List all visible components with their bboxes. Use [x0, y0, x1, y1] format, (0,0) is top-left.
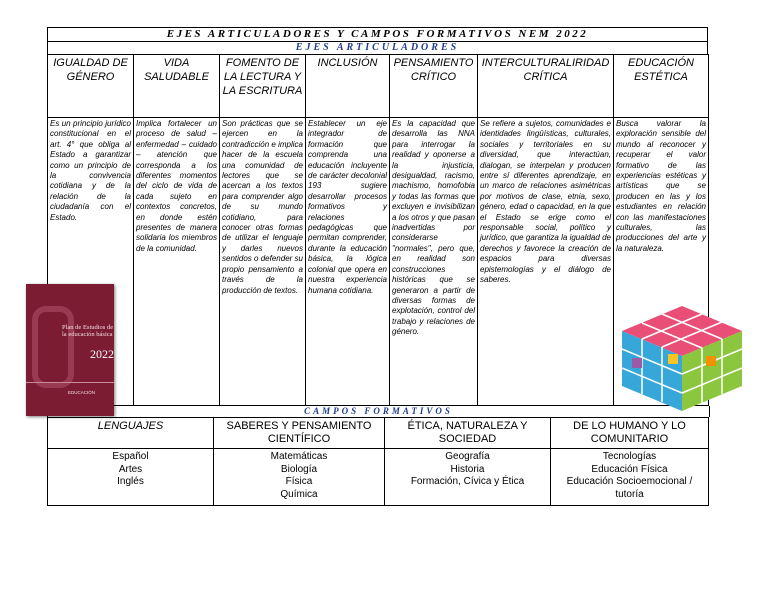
campos-header-row [48, 418, 709, 449]
campo-item: Física [285, 476, 313, 487]
plan-de-estudios-book-cover [26, 284, 114, 416]
eje-description: Implica fortalecer un proceso de salud – enfermedad – cuidado – atención que corresponda a los diferentes momentos del ciclo de vida de cada sujeto en contextos concretos, en donde estén presentes de manera solidaria los miembros de la comunidad. [134, 118, 220, 406]
eje-description: Es un principio jurídico constitucional en el art. 4° que obliga al Estado a garantizar como un principio de la convivencia cotidiana y de la relación de la ciudadanía con el Estado. [48, 118, 134, 406]
campo-header: LENGUAJES [48, 418, 214, 449]
campo-item: Formación, Cívica y Ética [410, 476, 525, 487]
eje-description: Son prácticas que se ejercen en la contradicción e implica hacer de la escuela una comunidad de lectores que se acercan a los textos para comprender algo de su mundo cotidiano, para conocer otras formas de utilizar el lenguaje y darles nuevos sentidos o defender su propio pensamiento a través de la producción de textos. [220, 118, 306, 406]
eje-header: INTERCULTURALIRIDAD CRÍTICA [478, 55, 614, 118]
campo-item: Matemáticas [270, 451, 328, 462]
campo-items [385, 449, 551, 506]
campo-item: Español [112, 451, 149, 462]
campo-items [48, 449, 214, 506]
eje-header: VIDA SALUDABLE [134, 55, 220, 118]
campo-item: Geografía [445, 451, 490, 462]
campo-item: Educación Física [591, 463, 668, 475]
campo-item: Inglés [117, 476, 144, 487]
document-sheet [47, 27, 708, 506]
ejes-band: EJES ARTICULADORES [47, 41, 708, 54]
ejes-header-row [48, 55, 709, 118]
eje-header: PENSAMIENTO CRÍTICO [390, 55, 478, 118]
campo-item: Artes [118, 463, 143, 475]
campo-item: Química [280, 488, 318, 500]
campo-items [214, 449, 385, 506]
book-divider [26, 382, 114, 383]
eje-description: Es la capacidad que desarrolla las NNA para interrogar la realidad y oponerse a la injusticia, desigualdad, racismo, machismo, homofobia y todas las formas que excluyen e invisibilizan a los otros y que pasan inadvertidas por considerarse "normales", pero que, en realidad son construcciones históricas que se generaron a partir de diversas formas de explotación, control del trabajo y relaciones de género. [390, 118, 478, 406]
ejes-body-row [48, 118, 709, 406]
book-title: Plan de Estudios de la educación básica [62, 324, 114, 338]
campo-header: ÉTICA, NATURALEZA Y SOCIEDAD [385, 418, 551, 449]
page-title: EJES ARTICULADORES Y CAMPOS FORMATIVOS NEM 2022 [47, 27, 708, 41]
campos-body-row [48, 449, 709, 506]
eje-header: FOMENTO DE LA LECTURA Y LA ESCRITURA [220, 55, 306, 118]
campo-header: DE LO HUMANO Y LO COMUNITARIO [551, 418, 709, 449]
campos-cube-illustration [612, 296, 752, 416]
campos-band: CAMPOS FORMATIVOS [47, 406, 710, 417]
campo-item: Educación Socioemocional / tutoría [566, 476, 693, 500]
campo-header: SABERES Y PENSAMIENTO CIENTÍFICO [214, 418, 385, 449]
eje-header: INCLUSIÓN [306, 55, 390, 118]
campo-items [551, 449, 709, 506]
eje-description: Busca valorar la exploración sensible del mundo al reconocer y recuperar el valor formativo de las experiencias estéticas y artísticas que se producen en las y los estudiantes en relación con las manifestaciones culturales, las producciones del arte y la naturaleza. [614, 118, 709, 406]
book-year: 2022 [90, 347, 114, 361]
campo-item: Historia [450, 463, 485, 475]
campo-item: Biología [280, 463, 318, 475]
campos-table [47, 417, 709, 506]
ejes-table [47, 54, 709, 406]
eje-description: Establecer un eje integrador de formación que comprenda una educación incluyente de carácter decolonial 193 sugiere desarrollar procesos formativos y relaciones pedagógicas que permitan comprender, durante la educación básica, la lógica colonial que opera en nuestra experiencia humana cotidiana. [306, 118, 390, 406]
eje-header: EDUCACIÓN ESTÉTICA [614, 55, 709, 118]
book-publisher: EDUCACIÓN [68, 390, 96, 395]
eje-header: IGUALDAD DE GÉNERO [48, 55, 134, 118]
book-logo-shape [32, 306, 74, 388]
campo-item: Tecnologías [602, 451, 657, 462]
eje-description: Se refiere a sujetos, comunidades e identidades lingüísticas, culturales, sociales y territoriales en su diversidad, que interactúan, dialogan, se interpelan y producen entre sí diferentes aprendizaje, en un marco de relaciones asimétricas por motivos de clase, etnia, sexo, género, edad o capacidad, en la que el Estado se erige como el responsable social, político y jurídico, que garantiza la igualdad de derechos y favorece la creación de espacios para diversas epistemologías y el diálogo de saberes. [478, 118, 614, 406]
